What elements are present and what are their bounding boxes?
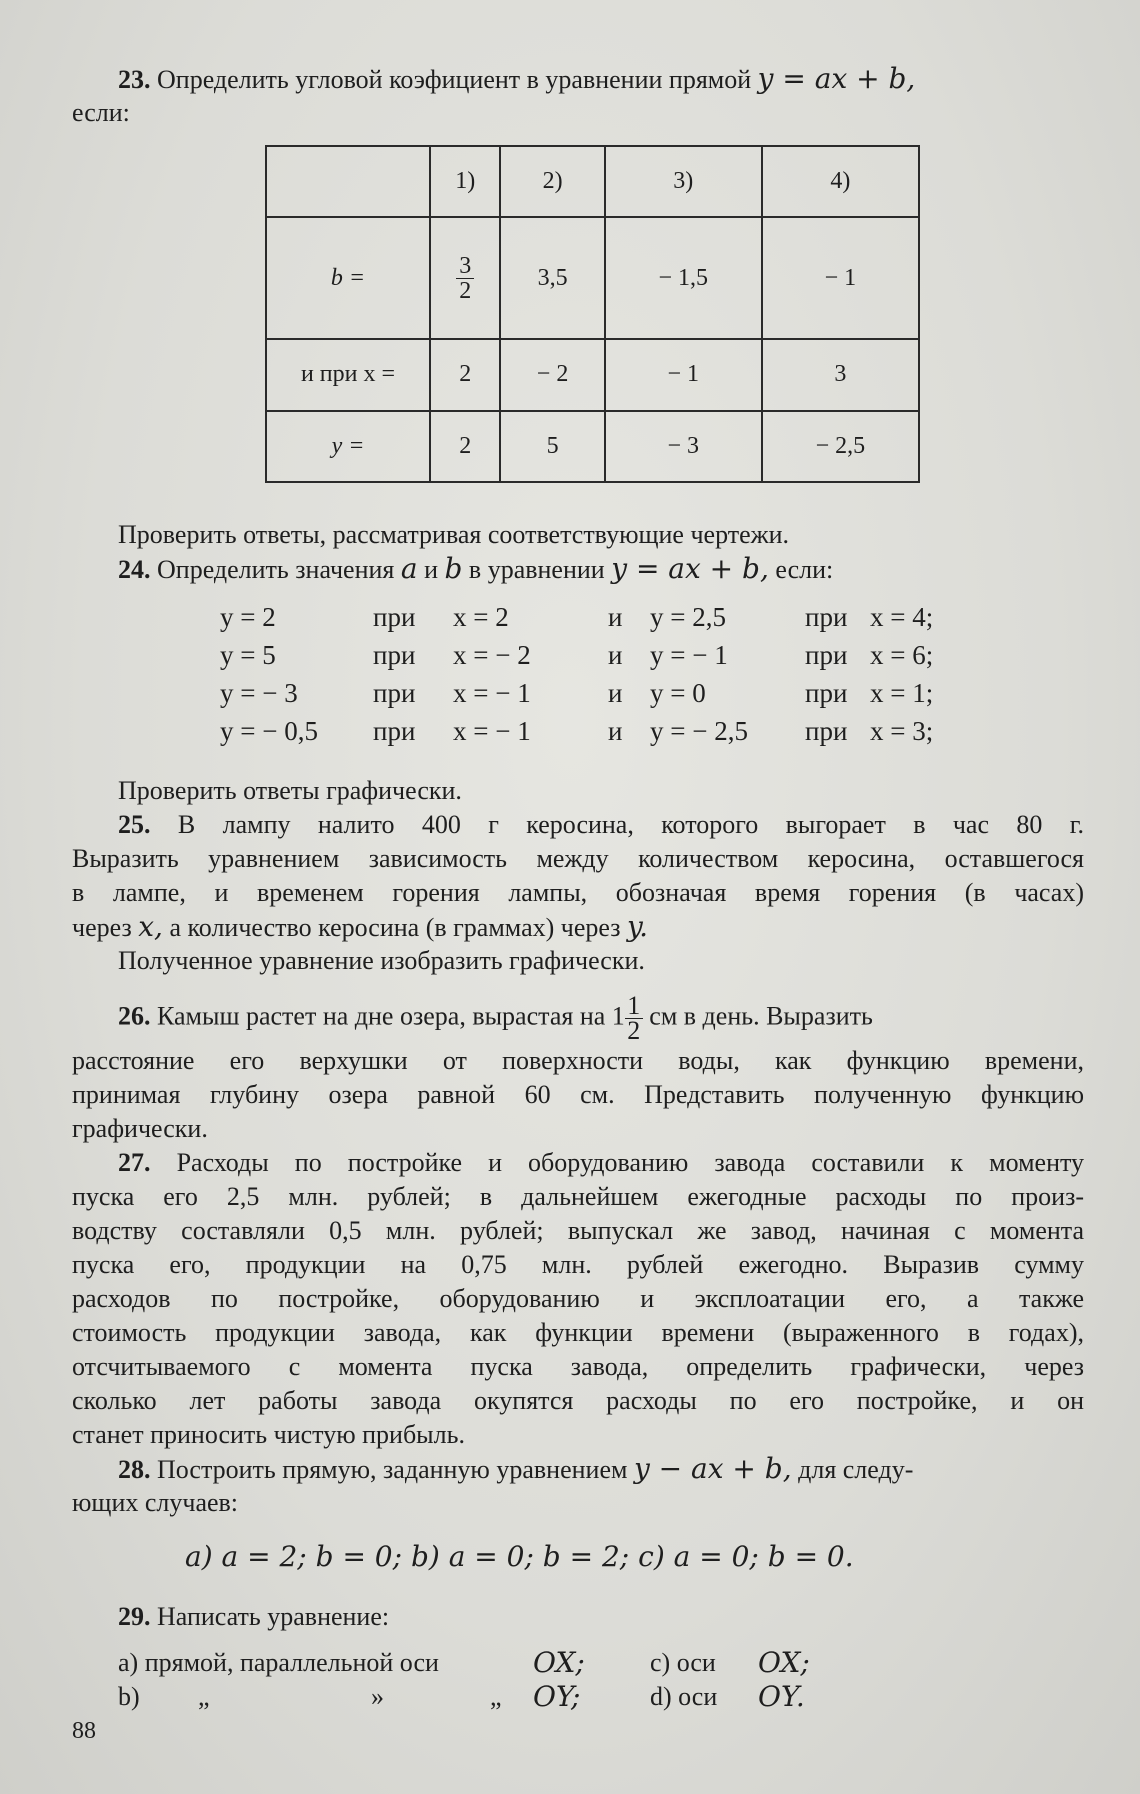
- table-cell: 2: [430, 411, 500, 482]
- table-cell: 2: [430, 339, 500, 410]
- row-label-text: y =: [331, 432, 365, 459]
- eq-y2: y = − 2,5: [650, 716, 748, 746]
- p28-text: Построить прямую, заданную уравнением: [157, 1455, 628, 1484]
- p29-text: Написать уравнение:: [157, 1602, 390, 1631]
- p23-equation: y = ax + b,: [757, 62, 916, 95]
- eq-y1: y = − 0,5: [220, 716, 318, 746]
- p26-text: принимая глубину озера равной 60 см. Представить полученную функцию: [72, 1080, 1084, 1109]
- p27-line1: [118, 1146, 1084, 1180]
- word-pri: при: [805, 678, 848, 708]
- p26-fraction: [625, 991, 643, 1045]
- p27-text: отсчитываемого с момента пуска завода, определить графически, через: [72, 1352, 1084, 1381]
- p24-check: [118, 774, 1084, 808]
- table-cell: 3,5: [500, 217, 604, 339]
- p23-text: Определить угловой коэфициент в уравнении прямой: [157, 65, 752, 94]
- p26-text: графически.: [72, 1114, 208, 1143]
- word-and: и: [608, 602, 623, 632]
- table-cell-fraction: [430, 217, 500, 339]
- p23-tail: если:: [72, 98, 130, 127]
- table-cell: − 3: [605, 411, 762, 482]
- p25-text: В лампу налито 400 г керосина, которого выгорает в час 80 г.: [177, 810, 1085, 839]
- p28-line1: [118, 1452, 1084, 1487]
- table-header-cell: 2): [500, 146, 604, 217]
- ditto-mark: »: [371, 1682, 384, 1711]
- ditto-mark: „: [198, 1682, 210, 1711]
- table-header-cell: 3): [605, 146, 762, 217]
- axis-label: OX;: [758, 1646, 810, 1679]
- p27-line: [72, 1282, 1084, 1316]
- p27-number: 27.: [118, 1148, 151, 1177]
- p25-line1: [118, 808, 1084, 842]
- system-row: [220, 674, 980, 712]
- p29-row-a: [118, 1646, 1084, 1680]
- table-header-cell: 4): [762, 146, 919, 217]
- eq-x2: x = 3;: [870, 716, 934, 746]
- table-header-cell: 1): [430, 146, 500, 217]
- p27-line: [72, 1180, 1084, 1214]
- table-cell: 3: [762, 339, 919, 410]
- p29-item-a: a) прямой, параллельной оси: [118, 1648, 439, 1677]
- p25-text: Полученное уравнение изобразить графически.: [118, 946, 645, 975]
- p26-text: Камыш растет на дне озера, вырастая на: [157, 1001, 606, 1031]
- table-cell: 5: [500, 411, 604, 482]
- p29-item-b: b): [118, 1682, 140, 1711]
- p27-text: сколько лет работы завода окупятся расходы по его постройке, и он: [72, 1386, 1084, 1415]
- p26-mixed-whole: 1: [611, 1001, 625, 1031]
- p27-line: [72, 1248, 1084, 1282]
- p23-line1: [118, 62, 1084, 97]
- eq-x1: x = − 1: [453, 678, 531, 708]
- p25-var-x: x,: [138, 910, 163, 943]
- p23-number: 23.: [118, 65, 151, 94]
- system-row: [220, 598, 980, 636]
- p25-text: в лампе, и временем горения лампы, обозначая время горения (в часах): [72, 878, 1084, 907]
- p24-systems: [220, 598, 980, 750]
- table-cell: − 1: [605, 339, 762, 410]
- p24-equation: y = ax + b,: [611, 552, 769, 585]
- p28-number: 28.: [118, 1455, 151, 1484]
- eq-x2: x = 6;: [870, 640, 934, 670]
- p29-item-c: c) оси: [650, 1648, 716, 1677]
- row-label-text: b =: [330, 264, 366, 291]
- p29-item-d: d) оси: [650, 1682, 718, 1711]
- p27-text: водству составляли 0,5 млн. рублей; выпускал же завод, начиная с момента: [72, 1216, 1084, 1245]
- table-cell: − 2: [500, 339, 604, 410]
- p29-number: 29.: [118, 1602, 151, 1631]
- axis-label: OX;: [533, 1646, 585, 1679]
- eq-x1: x = − 2: [453, 640, 531, 670]
- fraction-denominator: 2: [459, 277, 472, 304]
- eq-y1: y = − 3: [220, 678, 298, 708]
- eq-x1: x = − 1: [453, 716, 531, 746]
- table-cell: − 1: [762, 217, 919, 339]
- eq-y1: y = 5: [220, 640, 276, 670]
- p28-text: для следу-: [798, 1455, 914, 1484]
- p27-text: расходов по постройке, оборудованию и эксплоатации его, а также: [72, 1284, 1084, 1313]
- p23-check-text: Проверить ответы, рассматривая соответствующие чертежи.: [118, 520, 790, 549]
- ditto-mark: „: [490, 1682, 502, 1711]
- word-pri: при: [373, 640, 416, 670]
- word-and: и: [608, 678, 623, 708]
- p26-line1: [118, 991, 1084, 1045]
- p27-line: [72, 1316, 1084, 1350]
- eq-x2: x = 1;: [870, 678, 934, 708]
- word-pri: при: [805, 640, 848, 670]
- p27-line: [72, 1350, 1084, 1384]
- axis-label: OY;: [533, 1680, 581, 1713]
- table-row: [266, 339, 919, 410]
- word-pri: при: [805, 716, 848, 746]
- p25-line2: [72, 842, 1084, 876]
- fraction-numerator: 1: [627, 991, 641, 1020]
- table-cell: − 2,5: [762, 411, 919, 482]
- p23-line2: [72, 96, 1084, 130]
- p25-line3: [72, 876, 1084, 910]
- p23-check: [118, 518, 1084, 552]
- p25-line5: [118, 944, 1084, 978]
- p25-text: а количество керосина (в граммах) через: [169, 913, 621, 942]
- p24-var-b: b: [444, 552, 463, 585]
- p24-tail: если:: [775, 555, 834, 584]
- p24-text: Определить значения: [157, 555, 395, 584]
- p26-text: расстояние его верхушки от поверхности воды, как функцию времени,: [72, 1046, 1084, 1075]
- p28-cases-text: a) a = 2; b = 0; b) a = 0; b = 2; c) a = 0; b = 0.: [185, 1540, 854, 1573]
- p27-line: [72, 1418, 1084, 1452]
- p26-text: см в день. Выразить: [649, 1001, 873, 1031]
- p26-line3: [72, 1078, 1084, 1112]
- word-pri: при: [373, 678, 416, 708]
- p23-table: [265, 145, 920, 483]
- system-row: [220, 636, 980, 674]
- eq-y2: y = 2,5: [650, 602, 726, 632]
- table-header-cell: [266, 146, 430, 217]
- p25-text: Выразить уравнением зависимость между количеством керосина, оставшегося: [72, 844, 1084, 873]
- p27-text: стоимость продукции завода, как функции времени (выраженного в годах),: [72, 1318, 1084, 1347]
- word-and: и: [608, 716, 623, 746]
- eq-x1: x = 2: [453, 602, 509, 632]
- p25-line4: [72, 910, 1084, 945]
- system-row: [220, 712, 980, 750]
- p29-line1: [118, 1600, 1084, 1634]
- p26-line2: [72, 1044, 1084, 1078]
- p25-number: 25.: [118, 810, 151, 839]
- p27-line: [72, 1384, 1084, 1418]
- row-label: [266, 217, 430, 339]
- p28-cases: [185, 1540, 1084, 1575]
- p27-text: пуска его 2,5 млн. рублей; в дальнейшем ежегодные расходы по произ-: [72, 1182, 1084, 1211]
- p27-line: [72, 1214, 1084, 1248]
- eq-y2: y = 0: [650, 678, 706, 708]
- eq-y1: y = 2: [220, 602, 276, 632]
- p24-and: и: [424, 555, 438, 584]
- table-row: [266, 217, 919, 339]
- p24-number: 24.: [118, 555, 151, 584]
- p26-line4: [72, 1112, 1084, 1146]
- p25-var-y: y.: [627, 910, 649, 943]
- word-pri: при: [373, 602, 416, 632]
- p24-check-text: Проверить ответы графически.: [118, 776, 462, 805]
- p26-number: 26.: [118, 1001, 151, 1031]
- fraction-three-halves: [456, 254, 474, 303]
- p28-text: ющих случаев:: [72, 1488, 239, 1517]
- fraction-denominator: 2: [627, 1016, 641, 1045]
- p29-row-b: [118, 1680, 1084, 1714]
- p27-text: пуска его, продукции на 0,75 млн. рублей ежегодно. Выразив сумму: [72, 1250, 1084, 1279]
- axis-label: OY.: [758, 1680, 805, 1713]
- p24-var-a: a: [400, 552, 418, 585]
- eq-x2: x = 4;: [870, 602, 934, 632]
- p24-text2: в уравнении: [468, 555, 605, 584]
- p24-line1: [118, 552, 1084, 587]
- row-label-text: и при x =: [300, 361, 396, 388]
- word-pri: при: [373, 716, 416, 746]
- row-label: [266, 339, 430, 410]
- table-row: [266, 411, 919, 482]
- p27-text: Расходы по постройке и оборудованию завода составили к моменту: [176, 1148, 1084, 1177]
- table-header-row: [266, 146, 919, 217]
- p25-text: через: [72, 913, 132, 942]
- page-number: 88: [72, 1718, 96, 1744]
- word-pri: при: [805, 602, 848, 632]
- word-and: и: [608, 640, 623, 670]
- p28-line2: [72, 1486, 1084, 1520]
- table-cell: − 1,5: [605, 217, 762, 339]
- fraction-numerator: 3: [459, 252, 472, 279]
- p28-equation: y − ax + b,: [633, 1452, 792, 1485]
- p27-text: станет приносить чистую прибыль.: [72, 1420, 465, 1449]
- eq-y2: y = − 1: [650, 640, 728, 670]
- row-label: [266, 411, 430, 482]
